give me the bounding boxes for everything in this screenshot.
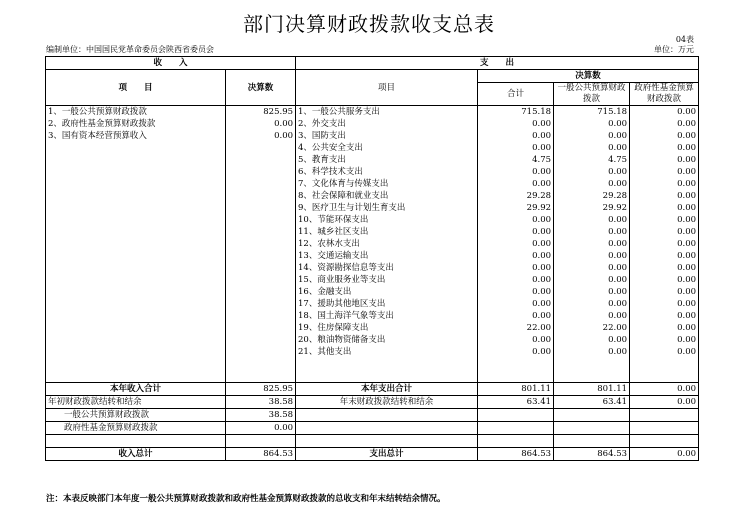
expense-general-cell: 0.00 — [554, 334, 630, 346]
income-value-cell: 825.95 — [226, 106, 296, 119]
expense-fund-cell: 0.00 — [630, 298, 699, 310]
income-item-cell — [46, 334, 226, 346]
blank-cell — [296, 358, 478, 370]
budget-table — [45, 56, 699, 461]
carry-out-general: 63.41 — [554, 396, 630, 409]
income-value-cell: 0.00 — [226, 118, 296, 130]
expense-general-cell: 0.00 — [554, 214, 630, 226]
expense-general-cell: 0.00 — [554, 178, 630, 190]
summary-row — [46, 435, 699, 448]
expense-item-cell: 8、社会保障和就业支出 — [296, 190, 478, 202]
expense-general-cell: 0.00 — [554, 310, 630, 322]
form-number: 04表 — [675, 35, 694, 44]
income-item-header: 项 目 — [46, 70, 226, 106]
income-value-cell — [226, 346, 296, 358]
expense-item-cell: 9、医疗卫生与计划生育支出 — [296, 202, 478, 214]
expense-general-cell: 715.18 — [554, 106, 630, 119]
table-row — [46, 202, 699, 214]
blank-cell — [554, 358, 630, 370]
expense-total-cell: 0.00 — [478, 214, 554, 226]
expense-grand-fund: 0.00 — [630, 448, 699, 461]
expense-item-header: 项目 — [296, 70, 478, 106]
table-row — [46, 346, 699, 358]
expense-total-cell: 0.00 — [478, 178, 554, 190]
expense-total-cell: 29.92 — [478, 202, 554, 214]
table-row — [46, 226, 699, 238]
income-item-cell — [46, 286, 226, 298]
income-item-cell — [46, 202, 226, 214]
table-row — [46, 334, 699, 346]
footnote: 注：本表反映部门本年度一般公共预算财政拨款和政府性基金预算财政拨款的总收支和年末结转结余情况。 — [46, 494, 446, 504]
blank-cell — [478, 370, 554, 383]
general-header: 一般公共预算财政拨款 — [554, 83, 630, 106]
total-header: 合计 — [478, 83, 554, 106]
summary-cell — [296, 409, 478, 422]
expense-item-cell: 21、其他支出 — [296, 346, 478, 358]
expense-total-cell: 0.00 — [478, 142, 554, 154]
carry-in-label: 年初财政拨款结转和结余 — [46, 396, 226, 409]
expense-general-cell: 0.00 — [554, 286, 630, 298]
expense-total-label: 本年支出合计 — [296, 383, 478, 396]
carry-in-general-value: 38.58 — [226, 409, 296, 422]
income-total-label: 本年收入合计 — [46, 383, 226, 396]
expense-fund-cell: 0.00 — [630, 226, 699, 238]
expense-general-cell: 0.00 — [554, 274, 630, 286]
summary-cell — [296, 422, 478, 435]
blank-row — [46, 370, 699, 383]
summary-cell — [630, 422, 699, 435]
expense-grand-value: 864.53 — [478, 448, 554, 461]
summary-cell — [226, 435, 296, 448]
expense-header: 支 出 — [296, 57, 699, 70]
table-row — [46, 130, 699, 142]
income-item-cell — [46, 214, 226, 226]
expense-item-cell: 19、住房保障支出 — [296, 322, 478, 334]
summary-cell — [554, 409, 630, 422]
expense-item-cell: 2、外交支出 — [296, 118, 478, 130]
income-item-cell — [46, 142, 226, 154]
carry-in-fund-label: 政府性基金预算财政拨款 — [46, 422, 226, 435]
expense-fund-cell: 0.00 — [630, 286, 699, 298]
carry-in-general-label: 一般公共预算财政拨款 — [46, 409, 226, 422]
income-item-cell — [46, 226, 226, 238]
income-item-cell — [46, 310, 226, 322]
income-header: 收 入 — [46, 57, 296, 70]
expense-total-general: 801.11 — [554, 383, 630, 396]
expense-general-cell: 0.00 — [554, 118, 630, 130]
income-item-cell — [46, 190, 226, 202]
table-row — [46, 166, 699, 178]
expense-total-cell: 0.00 — [478, 346, 554, 358]
blank-cell — [46, 358, 226, 370]
income-amount-header: 决算数 — [226, 70, 296, 106]
summary-cell — [296, 435, 478, 448]
income-value-cell — [226, 286, 296, 298]
expense-general-cell: 22.00 — [554, 322, 630, 334]
expense-total-cell: 715.18 — [478, 106, 554, 119]
income-value-cell: 0.00 — [226, 130, 296, 142]
summary-row — [46, 396, 699, 409]
table-row — [46, 118, 699, 130]
summary-cell — [554, 435, 630, 448]
income-item-cell — [46, 238, 226, 250]
summary-row — [46, 383, 699, 396]
expense-total-cell: 0.00 — [478, 286, 554, 298]
income-value-cell — [226, 202, 296, 214]
expense-grand-label: 支出总计 — [296, 448, 478, 461]
expense-total-cell: 0.00 — [478, 118, 554, 130]
table-row — [46, 322, 699, 334]
income-value-cell — [226, 334, 296, 346]
income-item-cell: 2、政府性基金预算财政拨款 — [46, 118, 226, 130]
income-value-cell — [226, 166, 296, 178]
expense-item-cell: 7、文化体育与传媒支出 — [296, 178, 478, 190]
income-value-cell — [226, 322, 296, 334]
fund-header: 政府性基金预算财政拨款 — [630, 83, 699, 106]
expense-total-cell: 0.00 — [478, 310, 554, 322]
income-item-cell: 3、国有资本经营预算收入 — [46, 130, 226, 142]
table-row — [46, 286, 699, 298]
blank-cell — [226, 358, 296, 370]
summary-cell — [478, 409, 554, 422]
summary-cell — [46, 435, 226, 448]
expense-fund-cell: 0.00 — [630, 154, 699, 166]
expense-total-cell: 0.00 — [478, 262, 554, 274]
expense-general-cell: 0.00 — [554, 130, 630, 142]
summary-row — [46, 448, 699, 461]
expense-general-cell: 29.92 — [554, 202, 630, 214]
report-title: 部门决算财政拨款收支总表 — [243, 12, 495, 36]
expense-item-cell: 20、粮油物资储备支出 — [296, 334, 478, 346]
expense-fund-cell: 0.00 — [630, 190, 699, 202]
expense-fund-cell: 0.00 — [630, 274, 699, 286]
summary-cell — [478, 422, 554, 435]
expense-fund-cell: 0.00 — [630, 346, 699, 358]
currency-unit: 单位：万元 — [654, 45, 694, 54]
expense-total-cell: 0.00 — [478, 166, 554, 178]
table-row — [46, 262, 699, 274]
income-value-cell — [226, 226, 296, 238]
income-value-cell — [226, 178, 296, 190]
carry-in-value: 38.58 — [226, 396, 296, 409]
expense-item-cell: 6、科学技术支出 — [296, 166, 478, 178]
summary-cell — [630, 409, 699, 422]
expense-fund-cell: 0.00 — [630, 310, 699, 322]
expense-total-fund: 0.00 — [630, 383, 699, 396]
income-item-cell — [46, 250, 226, 262]
table-row — [46, 154, 699, 166]
income-item-cell — [46, 154, 226, 166]
expense-total-cell: 0.00 — [478, 274, 554, 286]
income-value-cell — [226, 310, 296, 322]
income-value-cell — [226, 154, 296, 166]
income-value-cell — [226, 274, 296, 286]
header-row-1 — [46, 57, 699, 70]
income-value-cell — [226, 250, 296, 262]
table-row — [46, 250, 699, 262]
expense-total-cell: 22.00 — [478, 322, 554, 334]
income-item-cell — [46, 274, 226, 286]
expense-total-cell: 0.00 — [478, 226, 554, 238]
expense-item-cell: 11、城乡社区支出 — [296, 226, 478, 238]
income-value-cell — [226, 262, 296, 274]
compiling-unit: 编制单位：中国国民党革命委员会陕西省委员会 — [46, 45, 214, 54]
expense-fund-cell: 0.00 — [630, 250, 699, 262]
expense-item-cell: 5、教育支出 — [296, 154, 478, 166]
expense-item-cell: 3、国防支出 — [296, 130, 478, 142]
expense-fund-cell: 0.00 — [630, 238, 699, 250]
expense-general-cell: 0.00 — [554, 250, 630, 262]
blank-cell — [46, 370, 226, 383]
blank-cell — [630, 358, 699, 370]
expense-item-cell: 1、一般公共服务支出 — [296, 106, 478, 119]
expense-fund-cell: 0.00 — [630, 334, 699, 346]
table-row — [46, 106, 699, 119]
summary-row — [46, 422, 699, 435]
expense-total-value: 801.11 — [478, 383, 554, 396]
expense-total-cell: 0.00 — [478, 130, 554, 142]
summary-cell — [554, 422, 630, 435]
expense-general-cell: 0.00 — [554, 298, 630, 310]
income-item-cell: 1、一般公共预算财政拨款 — [46, 106, 226, 119]
carry-out-fund: 0.00 — [630, 396, 699, 409]
expense-total-cell: 0.00 — [478, 298, 554, 310]
blank-cell — [554, 370, 630, 383]
blank-cell — [296, 370, 478, 383]
expense-total-cell: 29.28 — [478, 190, 554, 202]
expense-fund-cell: 0.00 — [630, 166, 699, 178]
blank-row — [46, 358, 699, 370]
income-value-cell — [226, 142, 296, 154]
expense-item-cell: 12、农林水支出 — [296, 238, 478, 250]
expense-fund-cell: 0.00 — [630, 178, 699, 190]
expense-general-cell: 29.28 — [554, 190, 630, 202]
expense-fund-cell: 0.00 — [630, 142, 699, 154]
expense-fund-cell: 0.00 — [630, 322, 699, 334]
income-item-cell — [46, 166, 226, 178]
expense-fund-cell: 0.00 — [630, 214, 699, 226]
income-item-cell — [46, 322, 226, 334]
expense-item-cell: 10、节能环保支出 — [296, 214, 478, 226]
income-value-cell — [226, 214, 296, 226]
summary-cell — [478, 435, 554, 448]
expense-general-cell: 0.00 — [554, 142, 630, 154]
table-row — [46, 310, 699, 322]
income-item-cell — [46, 346, 226, 358]
expense-grand-general: 864.53 — [554, 448, 630, 461]
expense-general-cell: 0.00 — [554, 262, 630, 274]
expense-fund-cell: 0.00 — [630, 202, 699, 214]
expense-item-cell: 4、公共安全支出 — [296, 142, 478, 154]
carry-in-fund-value: 0.00 — [226, 422, 296, 435]
income-value-cell — [226, 298, 296, 310]
expense-amount-header: 决算数 — [478, 70, 699, 83]
expense-general-cell: 0.00 — [554, 166, 630, 178]
income-value-cell — [226, 190, 296, 202]
expense-item-cell: 15、商业服务业等支出 — [296, 274, 478, 286]
table-row — [46, 190, 699, 202]
income-item-cell — [46, 178, 226, 190]
expense-fund-cell: 0.00 — [630, 106, 699, 119]
expense-item-cell: 13、交通运输支出 — [296, 250, 478, 262]
table-row — [46, 238, 699, 250]
carry-out-label: 年末财政拨款结转和结余 — [296, 396, 478, 409]
expense-total-cell: 0.00 — [478, 250, 554, 262]
income-grand-value: 864.53 — [226, 448, 296, 461]
expense-total-cell: 4.75 — [478, 154, 554, 166]
expense-item-cell: 16、金融支出 — [296, 286, 478, 298]
expense-general-cell: 0.00 — [554, 346, 630, 358]
summary-cell — [630, 435, 699, 448]
expense-general-cell: 0.00 — [554, 238, 630, 250]
expense-fund-cell: 0.00 — [630, 262, 699, 274]
expense-total-cell: 0.00 — [478, 238, 554, 250]
expense-general-cell: 0.00 — [554, 226, 630, 238]
blank-cell — [226, 370, 296, 383]
expense-item-cell: 18、国土海洋气象等支出 — [296, 310, 478, 322]
table-row — [46, 142, 699, 154]
expense-item-cell: 14、资源勘探信息等支出 — [296, 262, 478, 274]
summary-row — [46, 409, 699, 422]
blank-cell — [630, 370, 699, 383]
expense-item-cell: 17、援助其他地区支出 — [296, 298, 478, 310]
header-row-2 — [46, 70, 699, 83]
table-row — [46, 178, 699, 190]
expense-fund-cell: 0.00 — [630, 118, 699, 130]
blank-cell — [478, 358, 554, 370]
income-value-cell — [226, 238, 296, 250]
expense-fund-cell: 0.00 — [630, 130, 699, 142]
table-row — [46, 274, 699, 286]
table-row — [46, 214, 699, 226]
expense-general-cell: 4.75 — [554, 154, 630, 166]
income-item-cell — [46, 298, 226, 310]
carry-out-value: 63.41 — [478, 396, 554, 409]
income-grand-label: 收入总计 — [46, 448, 226, 461]
table-row — [46, 298, 699, 310]
income-item-cell — [46, 262, 226, 274]
income-total-value: 825.95 — [226, 383, 296, 396]
expense-total-cell: 0.00 — [478, 334, 554, 346]
